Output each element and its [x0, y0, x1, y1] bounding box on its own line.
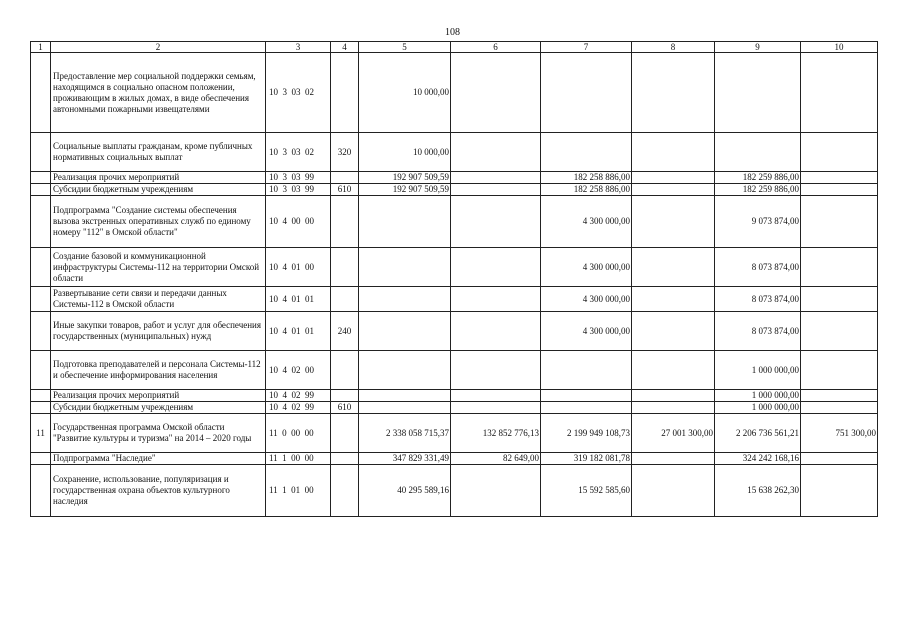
amount-col10 — [801, 402, 878, 414]
row-title: Социальные выплаты гражданам, кроме публичных нормативных социальных выплат — [51, 133, 266, 172]
amount-col6 — [451, 402, 541, 414]
budget-table — [30, 41, 878, 517]
row-number — [31, 172, 51, 184]
row-number — [31, 248, 51, 287]
expense-type — [331, 453, 359, 465]
amount-col9: 8 073 874,00 — [715, 312, 801, 351]
amount-col10 — [801, 312, 878, 351]
amount-col8 — [632, 287, 715, 312]
amount-col8 — [632, 402, 715, 414]
amount-col9: 182 259 886,00 — [715, 172, 801, 184]
amount-col8 — [632, 248, 715, 287]
amount-col5 — [359, 312, 451, 351]
row-number — [31, 465, 51, 517]
row-title: Создание базовой и коммуникационной инфраструктуры Системы-112 на территории Омской области — [51, 248, 266, 287]
column-header: 9 — [715, 42, 801, 53]
amount-col7: 2 199 949 108,73 — [541, 414, 632, 453]
row-title: Государственная программа Омской области "Развитие культуры и туризма" на 2014 – 2020 годы — [51, 414, 266, 453]
amount-col8 — [632, 465, 715, 517]
budget-code: 11 1 01 00 — [266, 465, 331, 517]
amount-col7: 182 258 886,00 — [541, 184, 632, 196]
amount-col10 — [801, 453, 878, 465]
amount-col5: 192 907 509,59 — [359, 172, 451, 184]
amount-col9 — [715, 133, 801, 172]
budget-code: 10 3 03 02 — [266, 53, 331, 133]
amount-col9: 1 000 000,00 — [715, 402, 801, 414]
row-title: Реализация прочих мероприятий — [51, 172, 266, 184]
row-title: Субсидии бюджетным учреждениям — [51, 184, 266, 196]
column-header: 5 — [359, 42, 451, 53]
amount-col6 — [451, 390, 541, 402]
amount-col5: 2 338 058 715,37 — [359, 414, 451, 453]
amount-col6 — [451, 184, 541, 196]
table-row — [31, 453, 878, 465]
expense-type — [331, 465, 359, 517]
table-row — [31, 351, 878, 390]
row-title: Развертывание сети связи и передачи данных Системы-112 в Омской области — [51, 287, 266, 312]
budget-code: 10 4 01 00 — [266, 248, 331, 287]
amount-col8 — [632, 390, 715, 402]
amount-col8 — [632, 196, 715, 248]
amount-col6 — [451, 172, 541, 184]
amount-col5: 10 000,00 — [359, 133, 451, 172]
table-row — [31, 465, 878, 517]
row-title: Реализация прочих мероприятий — [51, 390, 266, 402]
amount-col7 — [541, 351, 632, 390]
expense-type: 240 — [331, 312, 359, 351]
amount-col7: 4 300 000,00 — [541, 248, 632, 287]
table-row — [31, 133, 878, 172]
amount-col6: 82 649,00 — [451, 453, 541, 465]
budget-code: 10 4 01 01 — [266, 312, 331, 351]
row-number — [31, 196, 51, 248]
row-number: 11 — [31, 414, 51, 453]
column-header: 7 — [541, 42, 632, 53]
amount-col6 — [451, 312, 541, 351]
amount-col5 — [359, 287, 451, 312]
amount-col8 — [632, 53, 715, 133]
amount-col5 — [359, 351, 451, 390]
amount-col10 — [801, 287, 878, 312]
expense-type — [331, 53, 359, 133]
budget-code: 11 0 00 00 — [266, 414, 331, 453]
column-header: 10 — [801, 42, 878, 53]
column-header: 8 — [632, 42, 715, 53]
amount-col8 — [632, 351, 715, 390]
expense-type — [331, 351, 359, 390]
row-title: Подготовка преподавателей и персонала Системы-112 и обеспечение информирования населения — [51, 351, 266, 390]
budget-code: 10 3 03 99 — [266, 184, 331, 196]
amount-col10 — [801, 53, 878, 133]
amount-col9: 182 259 886,00 — [715, 184, 801, 196]
amount-col7: 319 182 081,78 — [541, 453, 632, 465]
amount-col6 — [451, 196, 541, 248]
table-row — [31, 390, 878, 402]
amount-col7 — [541, 390, 632, 402]
amount-col9: 15 638 262,30 — [715, 465, 801, 517]
budget-code: 10 4 02 99 — [266, 390, 331, 402]
expense-type: 610 — [331, 402, 359, 414]
amount-col7: 4 300 000,00 — [541, 196, 632, 248]
amount-col6 — [451, 133, 541, 172]
amount-col6 — [451, 248, 541, 287]
column-header: 4 — [331, 42, 359, 53]
expense-type — [331, 248, 359, 287]
amount-col6 — [451, 287, 541, 312]
column-header: 2 — [51, 42, 266, 53]
budget-code: 10 4 01 01 — [266, 287, 331, 312]
amount-col10 — [801, 351, 878, 390]
amount-col10: 751 300,00 — [801, 414, 878, 453]
amount-col9: 1 000 000,00 — [715, 351, 801, 390]
amount-col9: 324 242 168,16 — [715, 453, 801, 465]
amount-col10 — [801, 390, 878, 402]
amount-col5 — [359, 402, 451, 414]
amount-col9: 9 073 874,00 — [715, 196, 801, 248]
row-number — [31, 53, 51, 133]
row-number — [31, 390, 51, 402]
table-row — [31, 196, 878, 248]
amount-col6 — [451, 53, 541, 133]
expense-type: 320 — [331, 133, 359, 172]
budget-code: 11 1 00 00 — [266, 453, 331, 465]
column-header: 3 — [266, 42, 331, 53]
amount-col7: 15 592 585,60 — [541, 465, 632, 517]
amount-col6 — [451, 351, 541, 390]
expense-type — [331, 287, 359, 312]
budget-code: 10 3 03 02 — [266, 133, 331, 172]
amount-col10 — [801, 133, 878, 172]
column-number-row — [31, 42, 878, 53]
amount-col8 — [632, 312, 715, 351]
budget-code: 10 4 02 00 — [266, 351, 331, 390]
amount-col8 — [632, 453, 715, 465]
column-header: 1 — [31, 42, 51, 53]
amount-col10 — [801, 248, 878, 287]
amount-col9: 8 073 874,00 — [715, 248, 801, 287]
budget-code: 10 3 03 99 — [266, 172, 331, 184]
table-row — [31, 287, 878, 312]
row-title: Предоставление мер социальной поддержки семьям, находящимся в социально опасном положении, проживающим в жилых домах, в виде обеспечения автономными пожарными извещателями — [51, 53, 266, 133]
amount-col9: 2 206 736 561,21 — [715, 414, 801, 453]
expense-type: 610 — [331, 184, 359, 196]
amount-col5: 347 829 331,49 — [359, 453, 451, 465]
amount-col5 — [359, 248, 451, 287]
row-number — [31, 312, 51, 351]
expense-type — [331, 172, 359, 184]
amount-col9 — [715, 53, 801, 133]
amount-col8 — [632, 184, 715, 196]
amount-col7 — [541, 402, 632, 414]
table-row — [31, 414, 878, 453]
amount-col10 — [801, 184, 878, 196]
amount-col7: 4 300 000,00 — [541, 312, 632, 351]
amount-col10 — [801, 172, 878, 184]
row-title: Иные закупки товаров, работ и услуг для обеспечения государственных (муниципальных) нужд — [51, 312, 266, 351]
amount-col8: 27 001 300,00 — [632, 414, 715, 453]
expense-type — [331, 196, 359, 248]
row-title: Подпрограмма "Создание системы обеспечения вызова экстренных оперативных служб по единому номеру "112" в Омской области" — [51, 196, 266, 248]
table-row — [31, 53, 878, 133]
page-number: 108 — [445, 27, 460, 38]
row-number — [31, 351, 51, 390]
amount-col5 — [359, 196, 451, 248]
row-title: Подпрограмма "Наследие" — [51, 453, 266, 465]
amount-col7: 182 258 886,00 — [541, 172, 632, 184]
amount-col10 — [801, 465, 878, 517]
amount-col9: 8 073 874,00 — [715, 287, 801, 312]
amount-col8 — [632, 133, 715, 172]
table-row — [31, 184, 878, 196]
table-row — [31, 402, 878, 414]
amount-col7: 4 300 000,00 — [541, 287, 632, 312]
row-title: Субсидии бюджетным учреждениям — [51, 402, 266, 414]
row-title: Сохранение, использование, популяризация и государственная охрана объектов культурного наследия — [51, 465, 266, 517]
table-row — [31, 312, 878, 351]
budget-code: 10 4 00 00 — [266, 196, 331, 248]
row-number — [31, 133, 51, 172]
amount-col5: 10 000,00 — [359, 53, 451, 133]
row-number — [31, 453, 51, 465]
amount-col9: 1 000 000,00 — [715, 390, 801, 402]
amount-col6 — [451, 465, 541, 517]
amount-col5: 192 907 509,59 — [359, 184, 451, 196]
amount-col6: 132 852 776,13 — [451, 414, 541, 453]
amount-col8 — [632, 172, 715, 184]
table-row — [31, 172, 878, 184]
amount-col10 — [801, 196, 878, 248]
expense-type — [331, 414, 359, 453]
row-number — [31, 287, 51, 312]
column-header: 6 — [451, 42, 541, 53]
table-row — [31, 248, 878, 287]
budget-code: 10 4 02 99 — [266, 402, 331, 414]
amount-col5 — [359, 390, 451, 402]
expense-type — [331, 390, 359, 402]
amount-col7 — [541, 133, 632, 172]
amount-col5: 40 295 589,16 — [359, 465, 451, 517]
row-number — [31, 184, 51, 196]
row-number — [31, 402, 51, 414]
amount-col7 — [541, 53, 632, 133]
